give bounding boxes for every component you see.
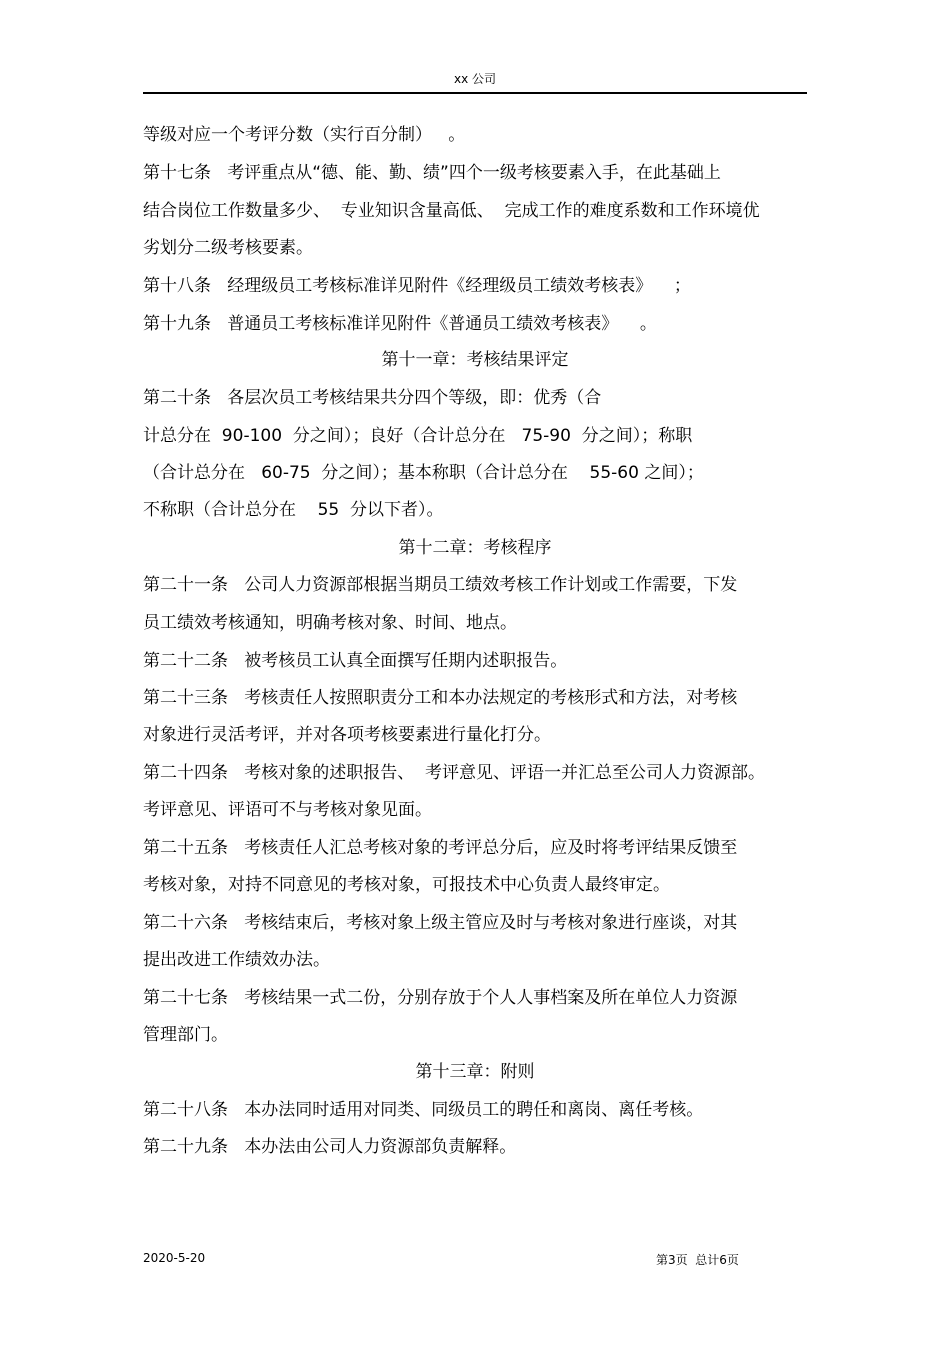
body-line: 结合岗位工作数量多少、 专业知识含量高低、 完成工作的难度系数和工作环境优 — [143, 201, 760, 221]
article-24: 第二十四条 考核对象的述职报告、 考评意见、评语一并汇总至公司人力资源部。 — [143, 763, 766, 783]
footer-date: 2020-5-20 — [143, 1251, 206, 1265]
article-22: 第二十二条 被考核员工认真全面撰写任期内述职报告。 — [143, 651, 568, 671]
article-27: 第二十七条 考核结果一式二份，分别存放于个人人事档案及所在单位人力资源 — [143, 988, 738, 1008]
body-line: 员工绩效考核通知，明确考核对象、时间、地点。 — [143, 613, 517, 633]
body-line: 管理部门。 — [143, 1025, 228, 1045]
article-29: 第二十九条 本办法由公司人力资源部负责解释。 — [143, 1137, 517, 1157]
body-line: 对象进行灵活考评，并对各项考核要素进行量化打分。 — [143, 725, 551, 745]
header-divider — [143, 92, 807, 94]
body-line: 考评意见、评语可不与考核对象见面。 — [143, 800, 432, 820]
article-17: 第十七条 考评重点从“德、能、勤、绩”四个一级考核要素入手，在此基础上 — [143, 163, 721, 183]
article-28: 第二十八条 本办法同时适用对同类、同级员工的聘任和离岗、离任考核。 — [143, 1100, 704, 1120]
article-21: 第二十一条 公司人力资源部根据当期员工绩效考核工作计划或工作需要，下发 — [143, 575, 738, 595]
body-line: 不称职（合计总分在 55 分以下者）。 — [143, 500, 444, 520]
body-line: 考核对象，对持不同意见的考核对象，可报技术中心负责人最终审定。 — [143, 875, 670, 895]
body-line: 计总分在 90-100 分之间）；良好（合计总分在 75-90 分之间）；称职 — [143, 426, 693, 446]
article-18: 第十八条 经理级员工考核标准详见附件《经理级员工绩效考核表》 ； — [143, 276, 691, 296]
body-line: 提出改进工作绩效办法。 — [143, 950, 330, 970]
footer-page-number: 第3页 总计6页 — [656, 1253, 739, 1267]
body-line: 等级对应一个考评分数（实行百分制） 。 — [143, 125, 466, 145]
body-line: 劣划分二级考核要素。 — [143, 238, 313, 258]
document-header: xx 公司 — [453, 72, 497, 86]
article-19: 第十九条 普通员工考核标准详见附件《普通员工绩效考核表》 。 — [143, 314, 657, 334]
article-20: 第二十条 各层次员工考核结果共分四个等级，即：优秀（合 — [143, 388, 602, 408]
chapter-13-heading: 第十三章：附则 — [415, 1062, 535, 1082]
chapter-12-heading: 第十二章：考核程序 — [398, 538, 552, 558]
chapter-11-heading: 第十一章：考核结果评定 — [381, 350, 569, 370]
article-25: 第二十五条 考核责任人汇总考核对象的考评总分后，应及时将考评结果反馈至 — [143, 838, 738, 858]
body-line: （合计总分在 60-75 分之间）；基本称职（合计总分在 55-60 之间）； — [143, 463, 704, 483]
article-23: 第二十三条 考核责任人按照职责分工和本办法规定的考核形式和方法，对考核 — [143, 688, 738, 708]
article-26: 第二十六条 考核结束后，考核对象上级主管应及时与考核对象进行座谈，对其 — [143, 913, 738, 933]
